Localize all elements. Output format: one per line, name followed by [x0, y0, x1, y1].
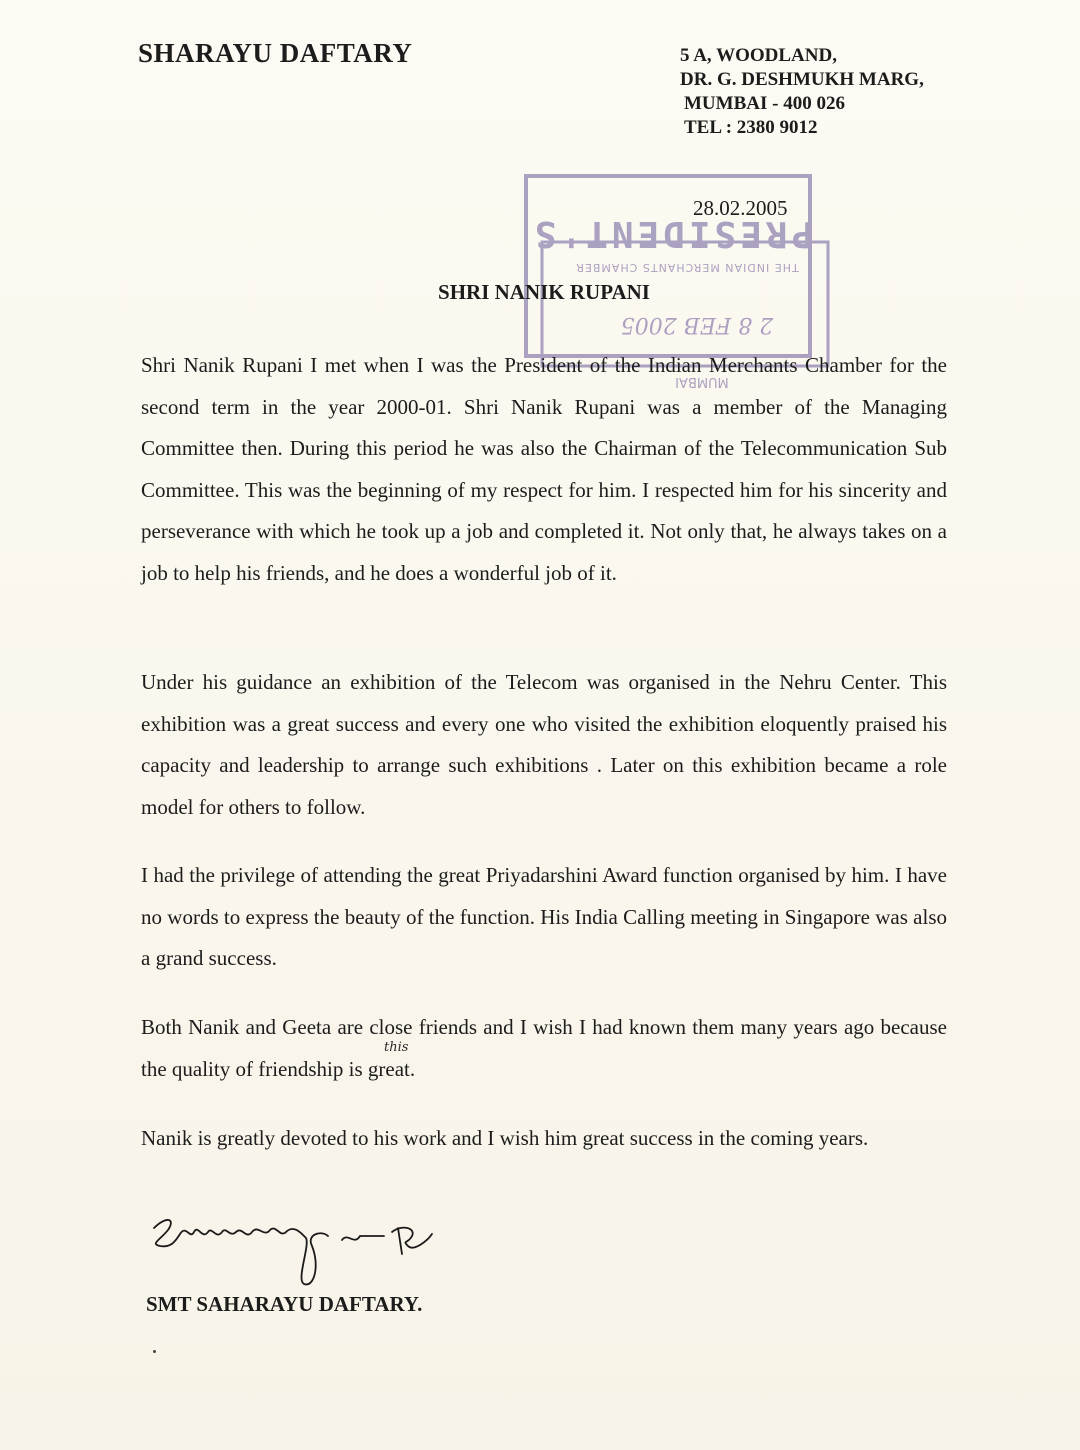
address-line-4: TEL : 2380 9012 [684, 117, 818, 138]
paragraph-1 [141, 345, 947, 594]
paragraph-text: Both Nanik and Geeta are close friends and I wish I had known them many years ago because the quality of friendship is great. [141, 1015, 947, 1081]
paragraph-text: Nanik is greatly devoted to his work and I wish him great success in the coming years. [141, 1126, 869, 1150]
letter-subject: SHRI NANIK RUPANI [438, 280, 650, 304]
address-line-2: DR. G. DESHMUKH MARG, [680, 69, 924, 90]
address-line-3: MUMBAI - 400 026 [684, 93, 845, 114]
letterhead-name: SHARAYU DAFTARY [138, 38, 413, 68]
stamp-text-3: 2 8 FEB 2005 [620, 312, 774, 337]
paragraph-text: Under his guidance an exhibition of the Telecom was organised in the Nehru Center. This exhibition was a great success and every one who visited the exhibition eloquently praised his capacity and leadership to arrange such exhibitions . Later on this exhibition became a role model for others to follow. [141, 670, 947, 819]
paragraph-5 [141, 1118, 947, 1160]
handwritten-insertion: this [384, 1040, 409, 1055]
paragraph-text: I had the privilege of attending the great Priyadarshini Award function organised by him. I have no words to express the beauty of the function. His India Calling meeting in Singapore was also a grand success. [141, 863, 947, 970]
paragraph-3 [141, 855, 947, 980]
signatory-name: SMT SAHARAYU DAFTARY. [146, 1292, 423, 1316]
letter-date: 28.02.2005 [693, 196, 788, 220]
letterhead-address [680, 44, 924, 140]
stamp-text-2: THE INDIAN MERCHANTS CHAMBER [575, 261, 799, 274]
stamp-text-4: MUMBAI [675, 374, 729, 389]
paragraph-2 [141, 662, 947, 828]
handwritten-signature [146, 1210, 446, 1300]
address-line-1: 5 A, WOODLAND, [680, 45, 837, 66]
ink-dot [153, 1350, 156, 1353]
paragraph-4 [141, 1007, 947, 1090]
stamp-text-1: PRESIDENT'S [530, 213, 814, 254]
paragraph-text: Shri Nanik Rupani I met when I was the President of the Indian Merchants Chamber for the second term in the year 2000-01. Shri Nanik Rupani was a member of the Managing Committee then. During this period he was also the Chairman of the Telecommunication Sub Committee. This was the beginning of my respect for him. I respected him for his sincerity and perseverance with which he took up a job and completed it. Not only that, he always takes on a job to help his friends, and he does a wonderful job of it. [141, 353, 947, 585]
